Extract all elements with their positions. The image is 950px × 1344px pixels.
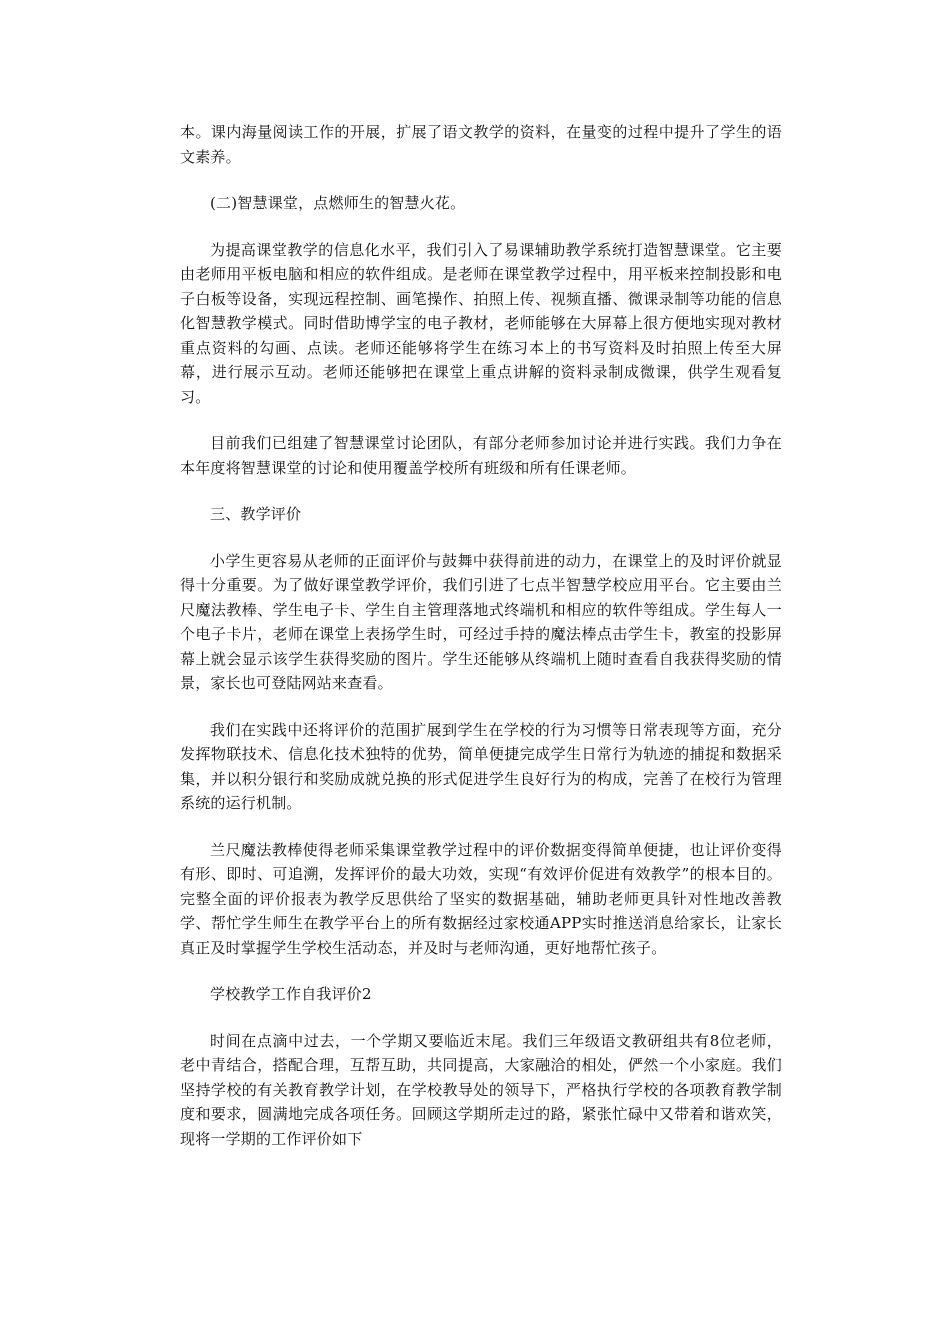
paragraph-evaluation-platform: 小学生更容易从老师的正面评价与鼓舞中获得前进的动力，在课堂上的及时评价就显得十分重要。为了做好课堂教学评价，我们引进了七点半智慧学校应用平台。它主要由兰尺魔法教棒、学生电子卡、学生自主管理落地式终端机和相应的软件等组成。学生每人一个电子卡片，老师在课堂上表扬学生时，可经过手持的魔法棒点击学生卡，教室的投影屏幕上就会显示该学生获得奖励的图片。学生还能够从终端机上随时查看自我获得奖励的情景，家长也可登陆网站来查看。 xyxy=(180,551,782,692)
document-body xyxy=(180,120,782,1173)
paragraph-smart-classroom-team: 目前我们已组建了智慧课堂讨论团队，有部分老师参加讨论并进行实践。我们力争在本年度将智慧课堂的讨论和使用覆盖学校所有班级和所有任课老师。 xyxy=(180,434,782,477)
paragraph-evaluation-scope: 我们在实践中还将评价的范围扩展到学生在学校的行为习惯等日常表现等方面，充分发挥物联技术、信息化技术独特的优势，简单便捷完成学生日常行为轨迹的捕捉和数据采集，并以积分银行和奖励成就兑换的形式促进学生良好行为的构成，完善了在校行为管理系统的运行机制。 xyxy=(180,720,782,812)
section-heading-teaching-evaluation: 三、教学评价 xyxy=(210,505,302,523)
paragraph-smart-classroom-intro: 为提高课堂教学的信息化水平，我们引入了易课辅助教学系统打造智慧课堂。它主要由老师用平板电脑和相应的软件组成。是老师在课堂教学过程中，用平板来控制投影和电子白板等设备，实现远程控制、画笔操作、拍照上传、视频直播、微课录制等功能的信息化智慧教学模式。同时借助博学宝的电子教材，老师能够在大屏幕上很方便地实现对教材重点资料的勾画、点读。老师还能够将学生在练习本上的书写资料及时拍照上传至大屏幕，进行展示互动。老师还能够把在课堂上重点讲解的资料录制成微课，供学生观看复习。 xyxy=(180,240,782,406)
paragraph-continuation: 本。课内海量阅读工作的开展，扩展了语文教学的资料，在量变的过程中提升了学生的语文素养。 xyxy=(180,123,782,166)
paragraph-semester-review: 时间在点滴中过去，一个学期又要临近末尾。我们三年级语文教研组共有8位老师，老中青结合，搭配合理，互帮互助，共同提高，大家融洽的相处，俨然一个小家庭。我们坚持学校的有关教育教学计划，在学校教导处的领导下，严格执行学校的各项教育教学制度和要求，圆满地完成各项任务。回顾这学期所走过的路，紧张忙碌中又带着和谐欢笑，现将一学期的工作评价如下 xyxy=(180,1031,782,1148)
paragraph-magic-wand: 兰尺魔法教棒使得老师采集课堂教学过程中的评价数据变得简单便捷，也让评价变得有形、即时、可追溯，发挥评价的最大功效，实现“有效评价促进有效教学”的根本目的。完整全面的评价报表为教学反思供给了坚实的数据基础，辅助老师更具针对性地改善教学、帮忙学生师生在教学平台上的所有数据经过家校通APP实时推送消息给家长，让家长真正及时掌握学生学校生活动态，并及时与老师沟通，更好地帮忙孩子。 xyxy=(180,840,782,957)
section-heading-smart-classroom: (二)智慧课堂，点燃师生的智慧火花。 xyxy=(210,194,466,212)
section-heading-self-evaluation-2: 学校教学工作自我评价2 xyxy=(210,985,372,1003)
